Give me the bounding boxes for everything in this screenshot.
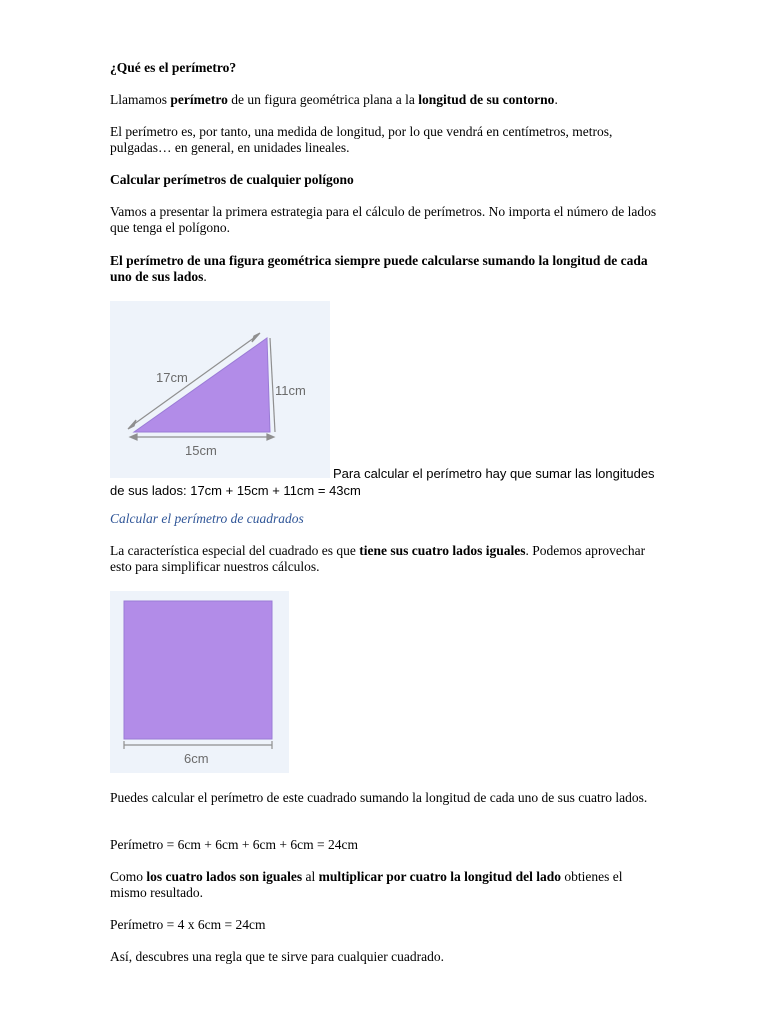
bold-text: los cuatro lados son iguales xyxy=(146,869,303,884)
text: de un figura geométrica plana a la xyxy=(227,92,419,107)
text: obtienes el mismo resultado. xyxy=(110,869,623,900)
bold-text: perímetro xyxy=(170,92,228,107)
label-6cm: 6cm xyxy=(184,751,209,766)
bold-text: tiene sus cuatro lados iguales xyxy=(359,543,526,558)
square-figure xyxy=(110,591,289,773)
triangle-caption-line2: de sus lados: 17cm + 15cm + 11cm = 43cm xyxy=(110,483,361,498)
paragraph-multiply xyxy=(110,869,658,901)
label-11cm: 11cm xyxy=(275,383,306,398)
formula-multiply: Perímetro = 4 x 6cm = 24cm xyxy=(110,917,266,932)
triangle-caption-line1: Para calcular el perímetro hay que sumar las longitudes xyxy=(333,466,655,481)
bold-text: El perímetro de una figura geométrica siempre puede calcularse sumando la longitud de cada uno de sus lados xyxy=(110,253,648,284)
text: Llamamos xyxy=(110,92,171,107)
square-shape xyxy=(124,601,272,739)
paragraph-length-measure: El perímetro es, por tanto, una medida de longitud, por lo que vendrá en centímetros, metros, pulgadas… en general, en unidades lineales. xyxy=(110,124,613,155)
formula-sum: Perímetro = 6cm + 6cm + 6cm + 6cm = 24cm xyxy=(110,837,359,852)
paragraph-rule xyxy=(110,253,658,285)
label-17cm: 17cm xyxy=(156,370,188,385)
bold-text: multiplicar por cuatro la longitud del lado xyxy=(318,869,561,884)
text: . xyxy=(203,269,207,284)
text: . xyxy=(554,92,558,107)
heading-what-is-perimeter: ¿Qué es el perímetro? xyxy=(110,60,237,75)
paragraph-strategy: Vamos a presentar la primera estrategia para el cálculo de perímetros. No importa el número de lados que tenga el polígono. xyxy=(110,204,657,235)
paragraph-conclusion: Así, descubres una regla que te sirve para cualquier cuadrado. xyxy=(110,949,444,964)
label-15cm: 15cm xyxy=(185,443,217,458)
text: Como xyxy=(110,869,147,884)
heading-any-polygon: Calcular perímetros de cualquier polígono xyxy=(110,172,354,187)
heading-squares: Calcular el perímetro de cuadrados xyxy=(110,511,304,526)
text: La característica especial del cuadrado es que xyxy=(110,543,360,558)
text: . Podemos aprovechar esto para simplificar nuestros cálculos. xyxy=(110,543,646,574)
paragraph-definition xyxy=(110,92,658,108)
text: al xyxy=(302,869,319,884)
bold-text: longitud de su contorno xyxy=(418,92,555,107)
paragraph-square-property xyxy=(110,543,658,575)
triangle-figure xyxy=(110,301,330,478)
paragraph-square-sum: Puedes calcular el perímetro de este cuadrado sumando la longitud de cada uno de sus cuatro lados. xyxy=(110,790,648,805)
